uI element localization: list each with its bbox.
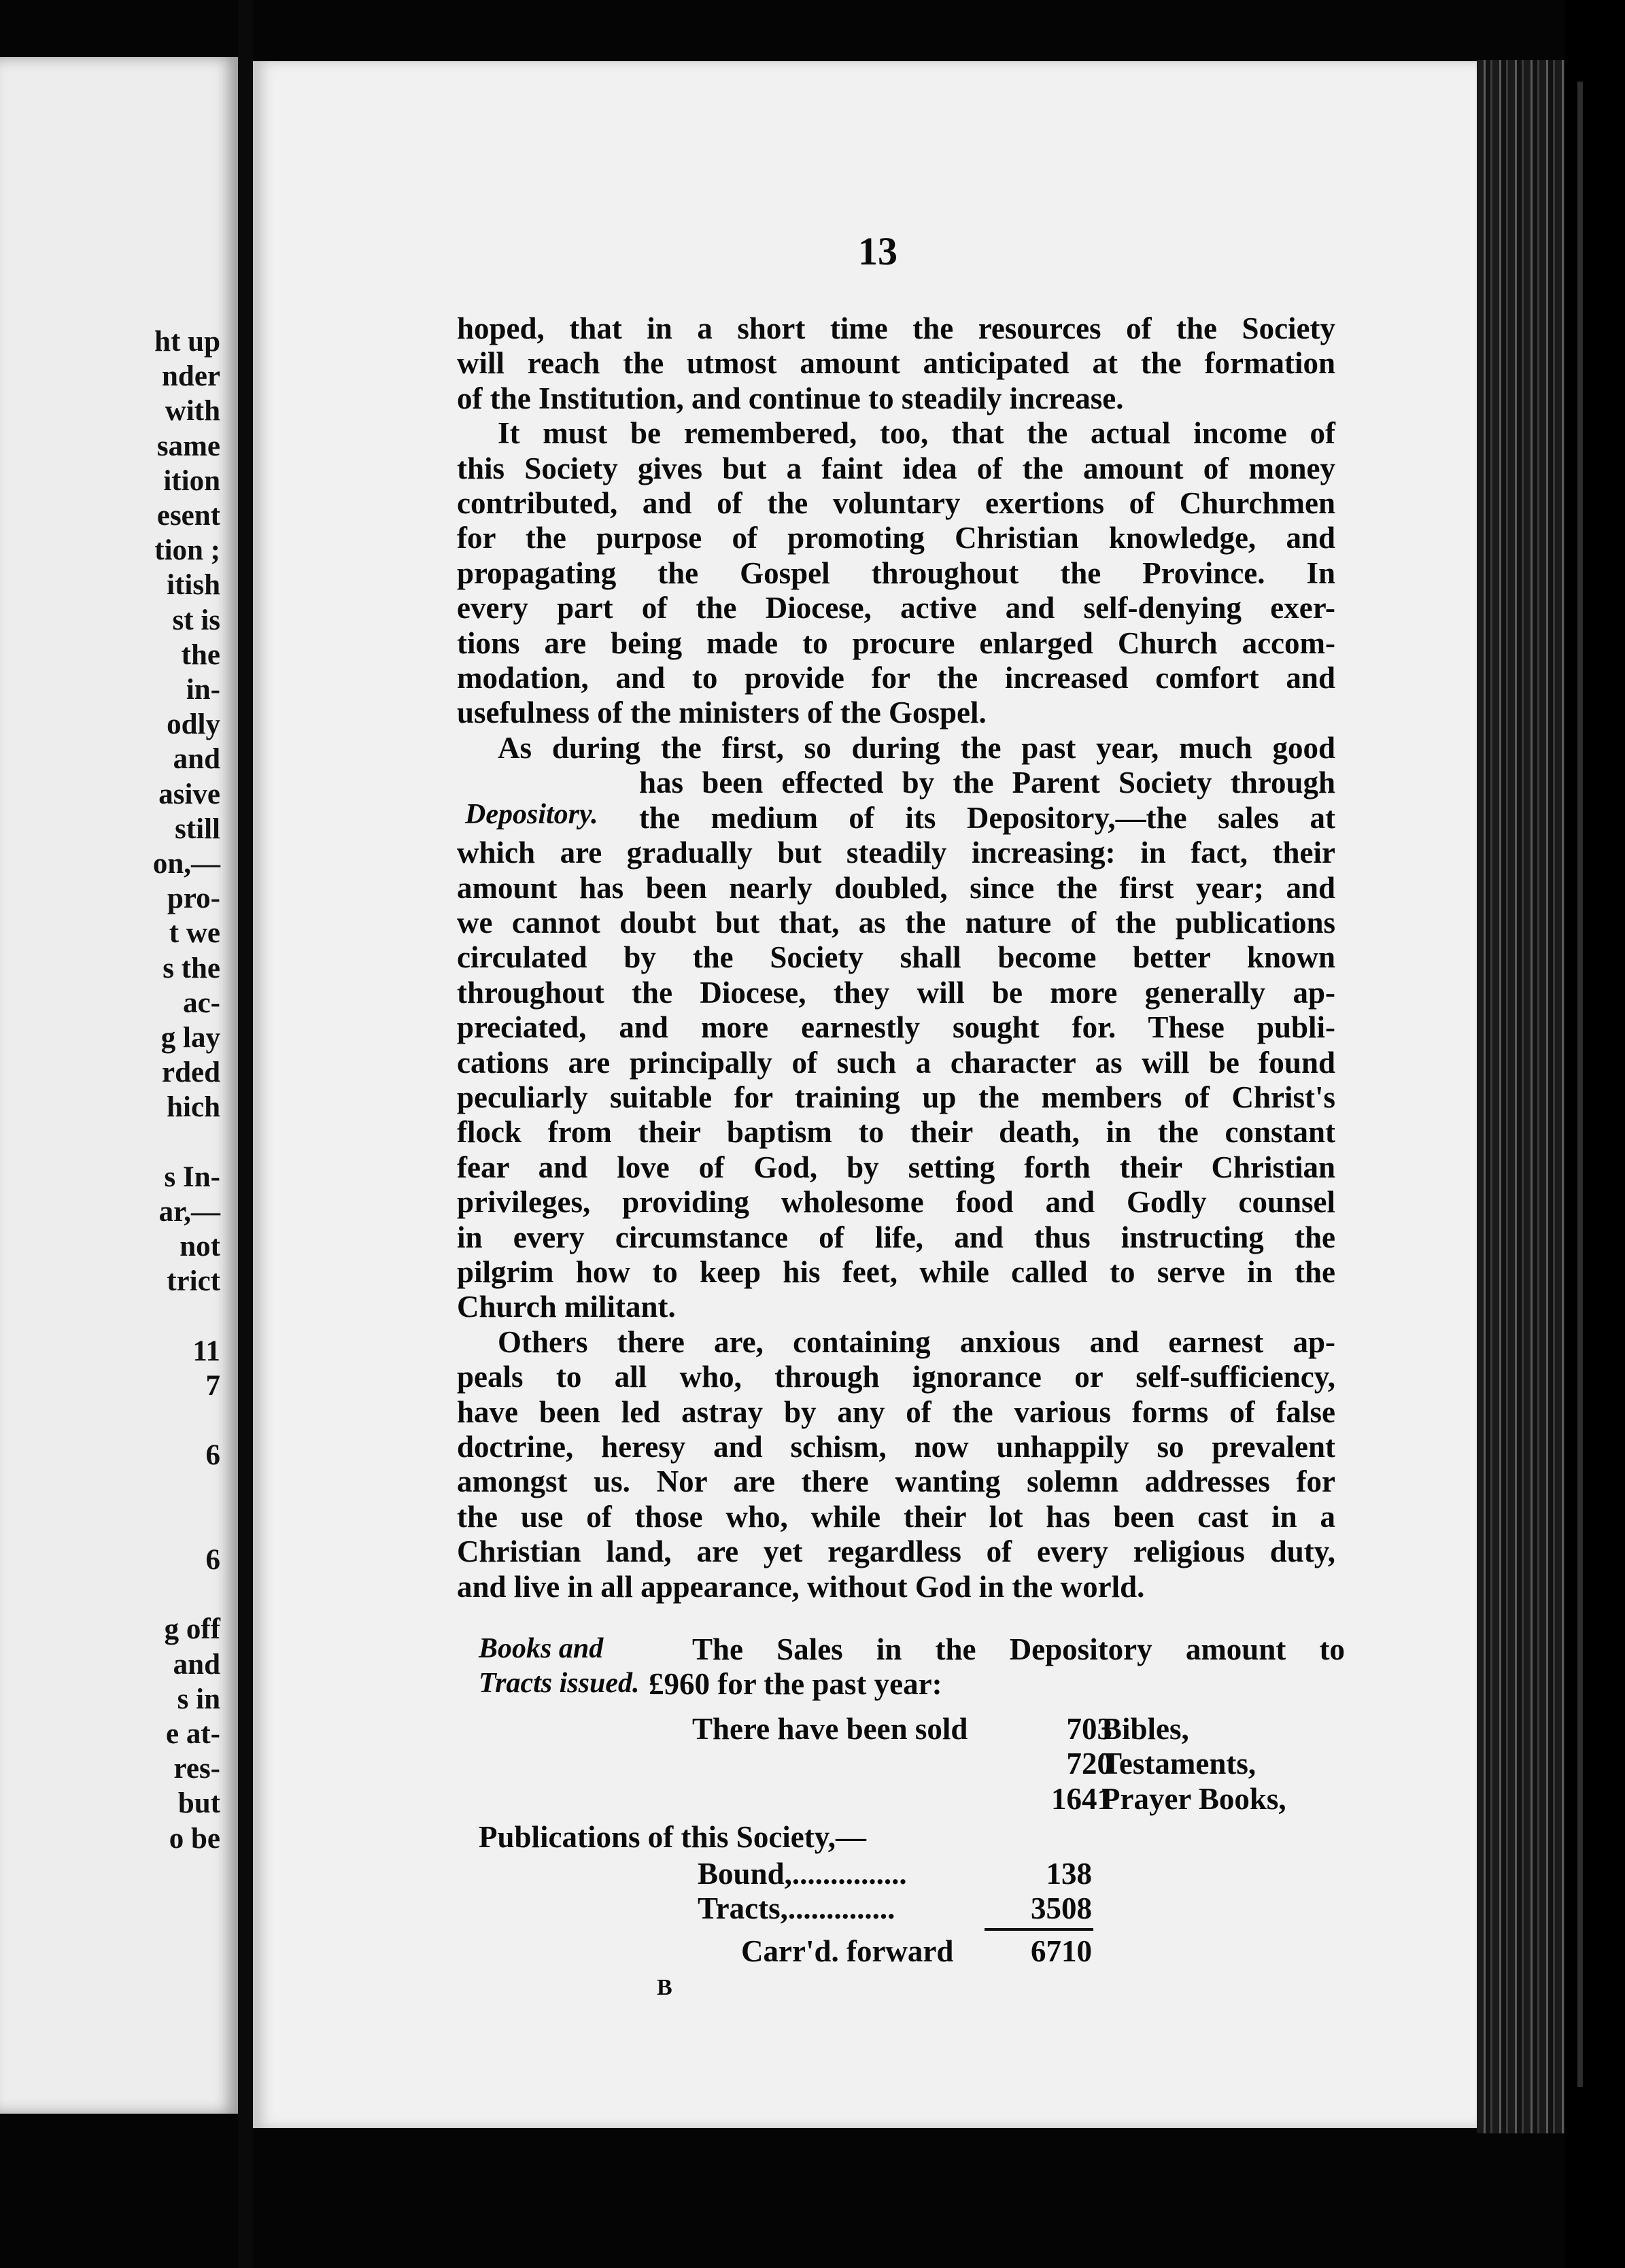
sum-rule [985, 1928, 1093, 1931]
left-page-text-fragment: itish [167, 569, 220, 602]
left-page-text-fragment: 7 [205, 1370, 220, 1402]
left-page-text-fragment: tion ; [154, 534, 220, 567]
left-page-text-fragment: in- [186, 674, 220, 706]
left-page-text-fragment: and [173, 1648, 220, 1681]
text-line: amongst us. Nor are there wanting solemn addresses for [457, 1464, 1335, 1499]
text-line: Christian land, are yet regardless of every religious duty, [457, 1534, 1335, 1569]
left-page-text-fragment: same [156, 430, 220, 462]
text-line: for the purpose of promoting Christian knowledge, and [457, 521, 1335, 555]
text-line: privileges, providing wholesome food and Godly counsel [457, 1185, 1335, 1220]
text-line: amount has been nearly doubled, since the first year; and [457, 870, 1335, 905]
left-page-text-fragment: t we [169, 917, 220, 950]
text-line: preciated, and more earnestly sought for. These publi- [457, 1010, 1335, 1045]
text-line: every part of the Diocese, active and self-denying exer- [457, 591, 1335, 625]
carried-forward-label: Carr'd. forward [741, 1934, 954, 1968]
signature-mark: B [657, 1975, 672, 2000]
text-line: throughout the Diocese, they will be more generally ap- [457, 975, 1335, 1010]
page-edges [1477, 60, 1565, 2133]
publications-label: Tracts,.............. [698, 1891, 895, 1925]
left-page-text-fragment: 6 [205, 1544, 220, 1576]
left-page-text-fragment: e at- [166, 1718, 220, 1750]
text-line: peals to all who, through ignorance or self-sufficiency, [457, 1360, 1335, 1394]
left-page-text-fragment: res- [173, 1753, 220, 1785]
text-line: the use of those who, while their lot has been cast in a [457, 1499, 1335, 1534]
left-page-text-fragment: trict [167, 1265, 220, 1298]
text-line: peculiarly suitable for training up the members of Christ's [457, 1080, 1335, 1114]
sold-label: Bibles, [1101, 1712, 1189, 1746]
sales-line-1: The Sales in the Depository amount to [692, 1632, 1345, 1666]
paragraph-2 [457, 416, 1335, 731]
publications-label: Bound,............... [698, 1857, 907, 1891]
body-text [457, 311, 1335, 1604]
sales-line-2: £960 for the past year: [649, 1667, 942, 1701]
text-line: in every circumstance of life, and thus instructing the [457, 1220, 1335, 1254]
text-line: circulated by the Society shall become better known [457, 940, 1335, 975]
text-line: fear and love of God, by setting forth their Christian [457, 1150, 1335, 1184]
left-page-text-fragment: st is [172, 604, 220, 636]
left-page-text-fragment: asive [158, 778, 220, 810]
left-page-text-fragment: s the [162, 952, 220, 984]
book-gutter [238, 0, 253, 2268]
left-page-text-fragment: 6 [205, 1439, 220, 1472]
left-page-text-fragment: still [175, 812, 220, 845]
text-line: propagating the Gospel throughout the Province. In [457, 555, 1335, 590]
page-number: 13 [858, 229, 897, 273]
left-page-text-fragment: rded [162, 1056, 220, 1089]
left-page-text-fragment: hich [167, 1091, 220, 1124]
left-page-text-fragment: s in [177, 1683, 220, 1715]
sold-label: Testaments, [1101, 1747, 1256, 1781]
left-page-text-fragment: not [179, 1231, 220, 1263]
paragraph-4 [457, 1325, 1335, 1604]
left-page-text-fragment: but [177, 1787, 220, 1820]
text-line: we cannot doubt but that, as the nature of the publications [457, 905, 1335, 940]
text-line: has been effected by the Parent Society through [639, 766, 1335, 800]
sold-count: 720 [1066, 1747, 1112, 1781]
text-line: the medium of its Depository,—the sales at [639, 800, 1335, 835]
publications-value: 3508 [1031, 1891, 1092, 1925]
publications-value: 138 [1046, 1857, 1092, 1891]
text-line: As during the first, so during the past year, much good [498, 730, 1335, 765]
left-page-text-fragment: on,— [152, 848, 220, 880]
text-line: doctrine, heresy and schism, now unhappily so prevalent [457, 1430, 1335, 1464]
margin-note-tracts: Tracts issued. [479, 1668, 640, 1699]
text-line: Others there are, containing anxious and earnest ap- [498, 1324, 1335, 1359]
text-line: usefulness of the ministers of the Gospel. [457, 695, 987, 730]
publications-heading: Publications of this Society,— [479, 1820, 867, 1854]
left-page-text-fragment: o be [169, 1822, 220, 1855]
text-line: modation, and to provide for the increased comfort and [457, 661, 1335, 695]
paragraph-1 [457, 311, 1335, 416]
left-page-text-fragment: pro- [167, 882, 220, 915]
left-page-text-fragment: 11 [192, 1335, 220, 1367]
margin-note-depository: Depository. [465, 799, 598, 830]
left-page-text-fragment: the [181, 638, 220, 671]
sold-count: 1641 [1051, 1782, 1112, 1816]
text-line: cations are principally of such a character as will be found [457, 1045, 1335, 1080]
text-line: have been led astray by any of the various forms of false [457, 1394, 1335, 1429]
left-page-text-fragment: ac- [183, 986, 220, 1019]
left-page-text-fragment: with [165, 395, 220, 428]
text-line: It must be remembered, too, that the actual income of [498, 416, 1335, 451]
book-cover-edge [1565, 0, 1625, 2268]
text-line: and live in all appearance, without God in the world. [457, 1569, 1145, 1604]
left-page-text-fragment: ar,— [158, 1196, 220, 1228]
text-line: which are gradually but steadily increasing: in fact, their [457, 836, 1335, 870]
margin-note-books: Books and [479, 1633, 604, 1664]
sold-label: Prayer Books, [1101, 1782, 1286, 1816]
left-page-text-fragment: odly [167, 708, 220, 741]
sold-prefix: There have been sold [692, 1712, 968, 1746]
left-page-text-fragment: s In- [164, 1161, 220, 1193]
text-line: Church militant. [457, 1290, 676, 1324]
left-page-text-fragment: esent [156, 500, 220, 532]
text-line: of the Institution, and continue to steadily increase. [457, 381, 1124, 415]
left-page-text-fragment: nder [162, 360, 220, 393]
left-page-text-fragment: g lay [160, 1022, 220, 1054]
left-page-text-fragment: ition [163, 464, 220, 497]
text-line: hoped, that in a short time the resources of the Society [457, 311, 1335, 345]
text-line: will reach the utmost amount anticipated at the formation [457, 346, 1335, 381]
left-page-text-fragment: and [173, 743, 220, 776]
text-line: this Society gives but a faint idea of the amount of money [457, 451, 1335, 485]
left-facing-page [0, 57, 238, 2114]
text-line: pilgrim how to keep his feet, while called to serve in the [457, 1254, 1335, 1289]
left-page-text-fragment: ht up [154, 326, 220, 358]
left-page-text-fragment: g off [164, 1613, 220, 1646]
sold-count: 703 [1066, 1712, 1112, 1746]
text-line: tions are being made to procure enlarged Church accom- [457, 625, 1335, 660]
text-line: flock from their baptism to their death, in the constant [457, 1115, 1335, 1150]
text-line: contributed, and of the voluntary exertions of Churchmen [457, 486, 1335, 521]
carried-forward-value: 6710 [1031, 1934, 1092, 1968]
